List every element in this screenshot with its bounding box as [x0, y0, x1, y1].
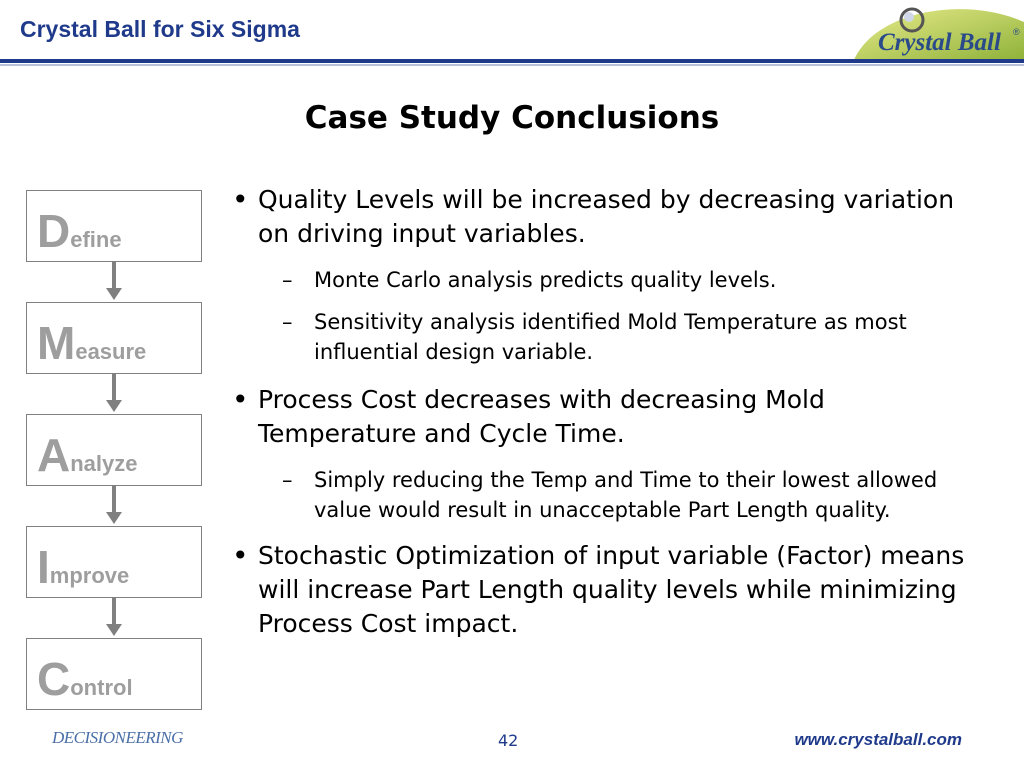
- dmaic-analyze-rest: nalyze: [70, 451, 138, 476]
- dmaic-define-initial: D: [37, 205, 71, 257]
- slide-title: Case Study Conclusions: [304, 100, 720, 136]
- header-divider: [0, 59, 1024, 63]
- sub-bullet-text: Simply reducing the Temp and Time to their lowest allowed value would result in unacceptable Part Length quality.: [314, 468, 938, 522]
- logo-registered-mark: ®: [1013, 27, 1020, 37]
- sub-bullet-text: Sensitivity analysis identified Mold Temperature as most influential design variable.: [314, 310, 907, 364]
- dmaic-analyze-initial: A: [37, 429, 71, 481]
- sub-bullet-item: [282, 307, 954, 367]
- crystal-ball-logo: [846, 2, 1024, 60]
- dmaic-improve-box: [26, 526, 202, 598]
- down-arrow-icon: [104, 262, 124, 302]
- dmaic-improve-initial: I: [37, 541, 50, 593]
- down-arrow-icon: [104, 598, 124, 638]
- sub-bullet-item: [282, 265, 992, 295]
- header-divider-light: [0, 64, 1024, 66]
- dmaic-measure-initial: M: [37, 317, 76, 369]
- down-arrow-icon: [104, 374, 124, 414]
- bullet-text: Quality Levels will be increased by decreasing variation on driving input variables.: [258, 185, 955, 248]
- bullet-item: [232, 383, 958, 451]
- dmaic-measure-box: [26, 302, 202, 374]
- dmaic-control-box: [26, 638, 202, 710]
- dmaic-control-initial: C: [37, 653, 71, 705]
- dash-icon: –: [282, 268, 293, 292]
- down-arrow-icon: [104, 486, 124, 526]
- bullet-icon: •: [232, 183, 249, 216]
- conclusions-list: [232, 183, 992, 641]
- sub-bullet-text: Monte Carlo analysis predicts quality levels.: [314, 268, 777, 292]
- dmaic-improve-rest: mprove: [49, 563, 130, 588]
- website-link[interactable]: www.crystalball.com: [794, 730, 962, 749]
- bullet-item: [232, 539, 1003, 641]
- decisioneering-logo: DECISIONEERING: [52, 728, 183, 747]
- header-title: Crystal Ball for Six Sigma: [20, 16, 300, 42]
- bullet-text: Process Cost decreases with decreasing Mold Temperature and Cycle Time.: [258, 385, 825, 448]
- dmaic-define-rest: efine: [70, 227, 122, 252]
- dmaic-measure-rest: easure: [75, 339, 147, 364]
- dmaic-analyze-box: [26, 414, 202, 486]
- dmaic-control-rest: ontrol: [70, 675, 133, 700]
- dash-icon: –: [282, 310, 293, 334]
- sub-bullet-item: [282, 465, 974, 525]
- bullet-icon: •: [232, 539, 249, 572]
- dash-icon: –: [282, 468, 293, 492]
- dmaic-define-box: [26, 190, 202, 262]
- bullet-icon: •: [232, 383, 249, 416]
- bullet-item: [232, 183, 992, 251]
- logo-text: Crystal Ball: [878, 29, 1001, 56]
- page-number: 42: [498, 731, 519, 750]
- bullet-text: Stochastic Optimization of input variable (Factor) means will increase Part Length quality levels while minimizing Process Cost impact.: [258, 541, 965, 638]
